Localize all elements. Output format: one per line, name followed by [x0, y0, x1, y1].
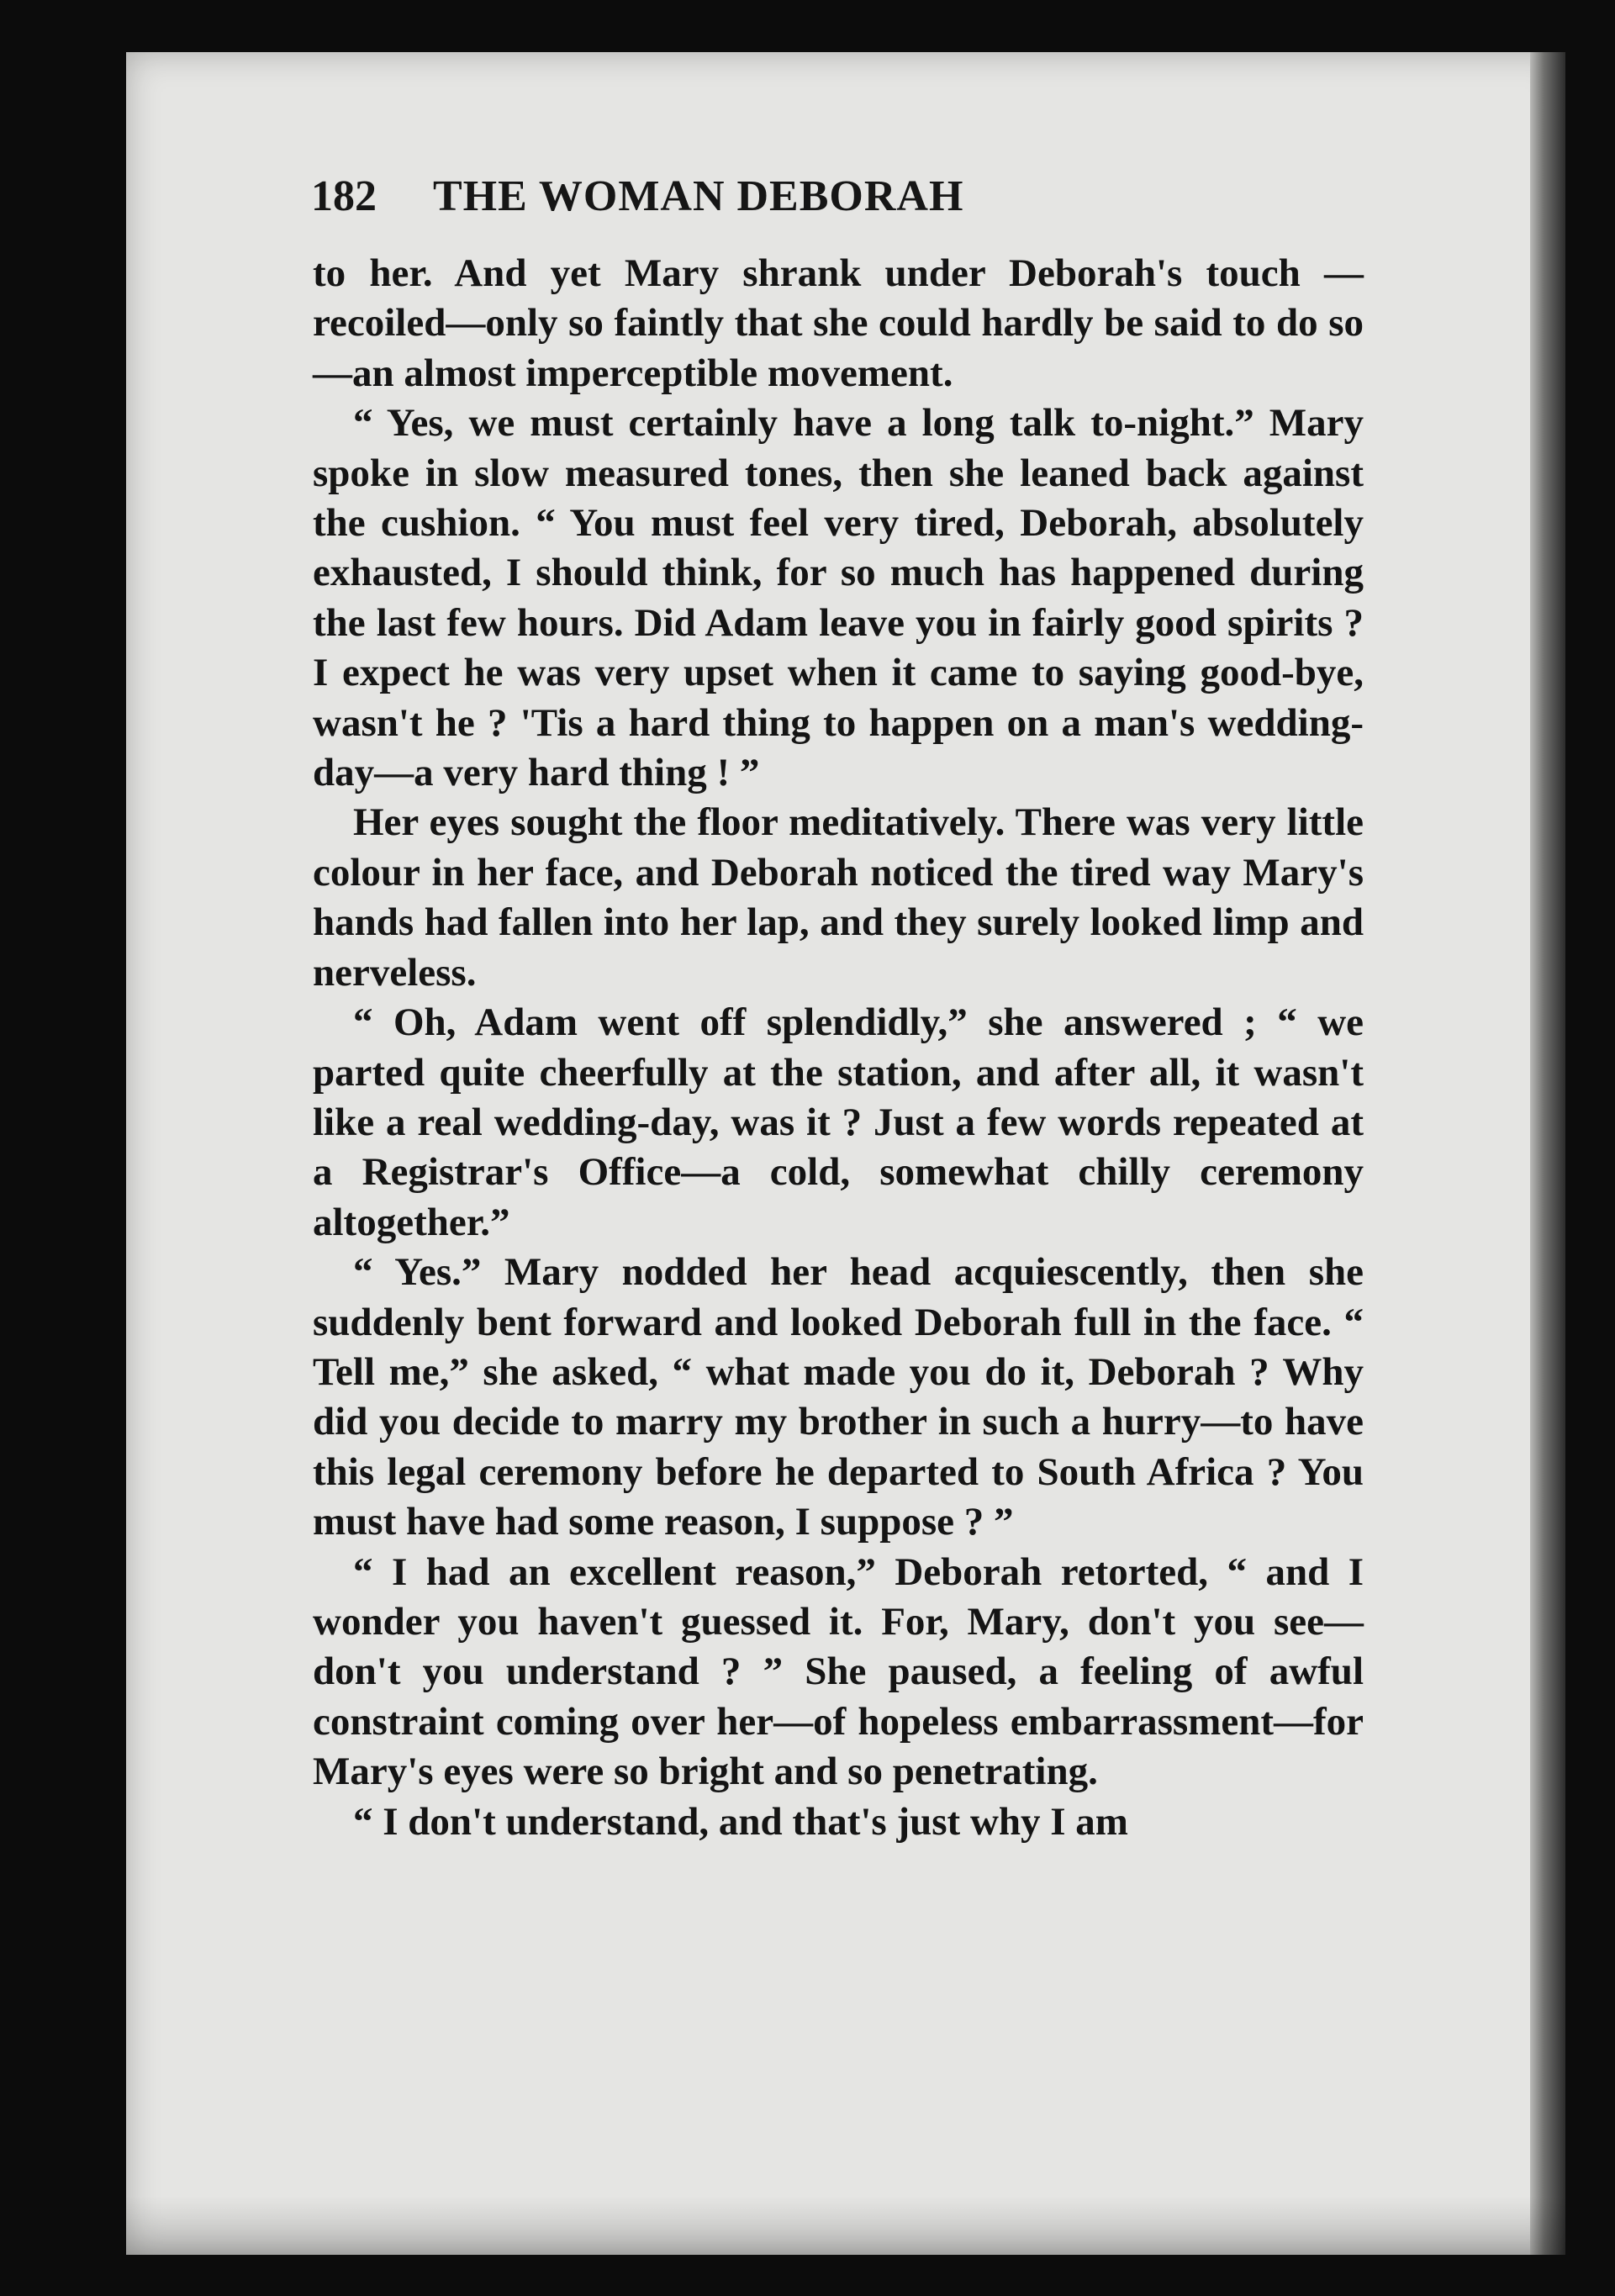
paragraph: “ Oh, Adam went off splendidly,” she answered ; “ we parted quite cheerfully at the station, and after all, it wasn't like a real wedding-day, was it ? Just a few words repeated at a Registrar's Office—a cold, somewhat chilly ceremony altogether.” [313, 1000, 1364, 1244]
paragraph: “ I don't understand, and that's just why I am [353, 1799, 1128, 1844]
paragraph: “ Yes, we must certainly have a long talk to-night.” Mary spoke in slow measured tones, then she leaned back against the cushion. “ You must feel very tired, Deborah, absolutely exhausted, I should think, for so much has happened during the last few hours. Did Adam leave you in fairly good spirits ? I expect he was very upset when it came to saying good-bye, wasn't he ? 'Tis a hard thing to happen on a man's wedding-day—a very hard thing ! ” [313, 401, 1364, 795]
paragraph: “ Yes.” Mary nodded her head acquiescently, then she suddenly bent forward and looked Deborah full in the face. “ Tell me,” she asked, “ what made you do it, Deborah ? Why did you decide to marry my brother in such a hurry—to have this legal ceremony before he departed to South Africa ? You must have had some reason, I suppose ? ” [313, 1250, 1364, 1544]
paragraph: “ I had an excellent reason,” Deborah retorted, “ and I wonder you haven't guessed it. For, Mary, don't you see—don't you understand ? ” She paused, a feeling of awful constraint coming over her—of hopeless embarrassment—for Mary's eyes were so bright and so penetrating. [313, 1549, 1364, 1794]
paragraph: to her. And yet Mary shrank under Deborah's touch —recoiled—only so faintly that she could hardly be said to do so—an almost imperceptible movement. [313, 251, 1364, 395]
running-title: THE WOMAN DEBORAH [433, 172, 964, 220]
book-spine-edge [1530, 52, 1565, 2255]
body-text [313, 249, 1364, 1847]
page-number: 182 [311, 172, 377, 220]
paragraph: Her eyes sought the floor meditatively. There was very little colour in her face, and Deborah noticed the tired way Mary's hands had fallen into her lap, and they surely looked limp and nerveless. [313, 800, 1364, 995]
page-bottom-shadow [126, 2196, 1565, 2255]
running-head [311, 172, 1370, 230]
